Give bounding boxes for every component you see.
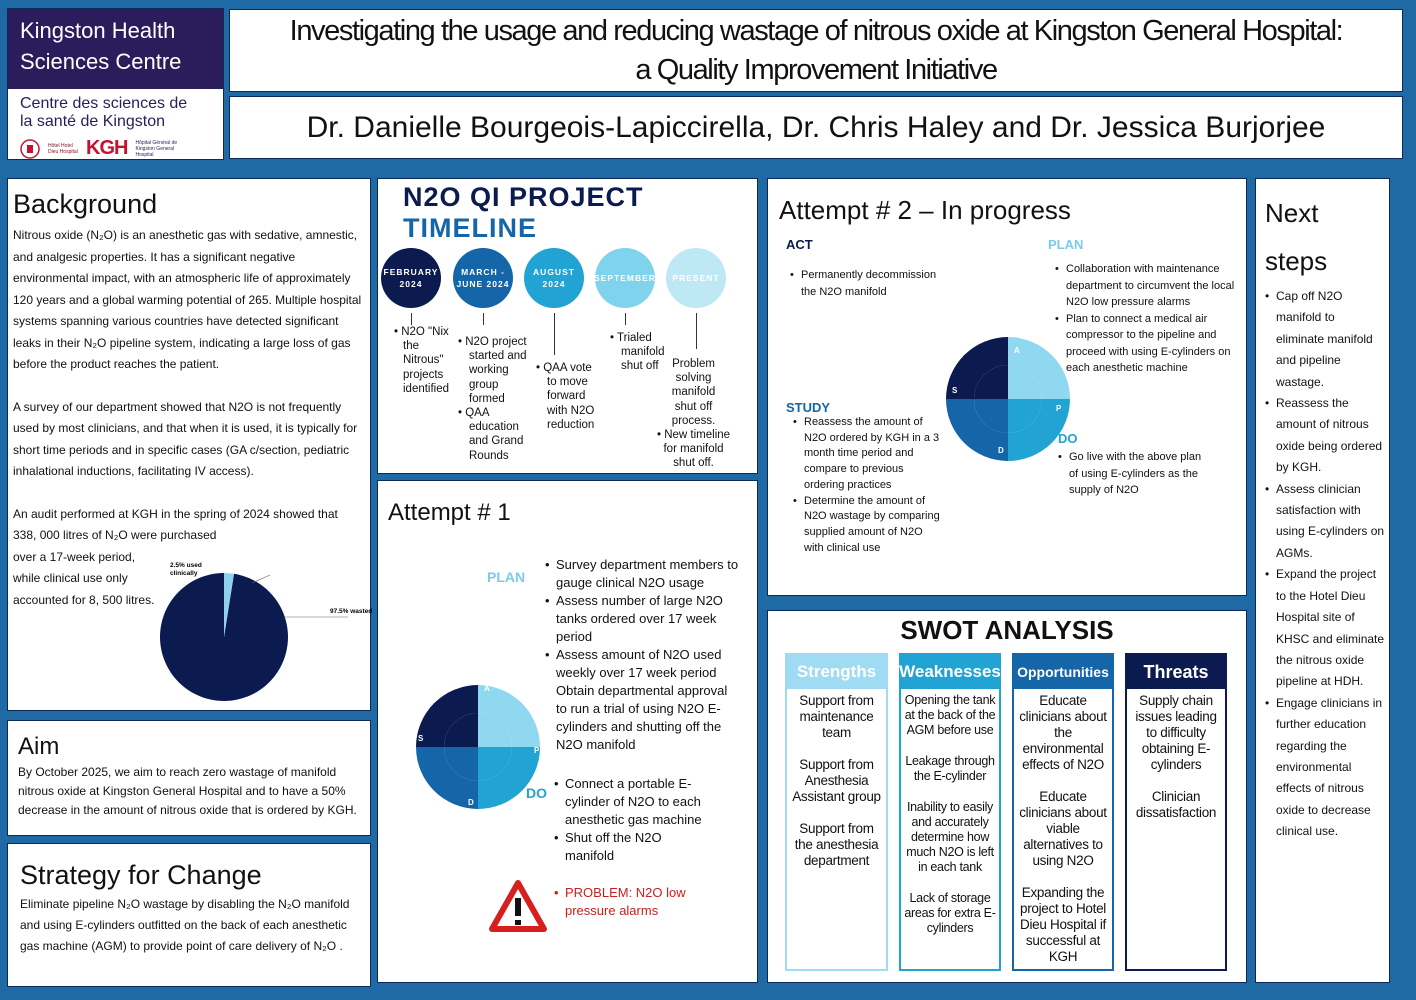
attempt-2-study-item: • Determine the amount of N2O wastage by comparing supplied amount of N2O with clinical use <box>793 494 943 557</box>
strategy-panel <box>7 843 371 987</box>
attempt-1-plan-item: • Survey department members to gauge clinical N2O usage <box>545 556 740 592</box>
attempt-2-plan-item: • Plan to connect a medical air compressor to the pipeline and proceed with using E-cylinders on each anesthetic machine <box>1055 311 1235 377</box>
attempt-1-problem: • PROBLEM: N2O low pressure alarms <box>554 884 724 920</box>
cycle-label-study: S <box>952 386 958 395</box>
next-steps-item: • Engage clinicians in further education regarding the environmental effects of nitrous oxide to decrease clinical use. <box>1265 693 1385 843</box>
timeline-milestone-circle: SEPTEMBER <box>595 248 655 308</box>
timeline-milestone-circle: PRESENT <box>666 248 726 308</box>
swot-weaknesses <box>899 653 1001 971</box>
pie-label-used-1: 2.5% used <box>170 562 202 569</box>
timeline-milestone-text: • N2O "Nix the Nitrous" projects identified <box>394 326 450 395</box>
swot-panel <box>767 610 1247 983</box>
attempt-2-heading: Attempt # 2 – In progress <box>779 195 1071 225</box>
background-para-2: A survey of our department showed that N2O is not frequently used by most clinicians, and that when it is used, it is typically for short time periods and in specific cases (GA c/section, pediatric inhalational inductions, facilitating IV access). <box>13 399 358 478</box>
pie-leader-line-used <box>252 575 270 583</box>
attempt-2-pdsa-cycle <box>938 329 1078 469</box>
attempt-1-heading: Attempt # 1 <box>388 499 511 526</box>
swot-strengths-item: Support from the anesthesia department <box>794 821 879 868</box>
swot-strengths-title: Strengths <box>787 655 886 689</box>
warning-icon <box>488 879 548 933</box>
background-para-3d: while clinical use only <box>13 571 128 585</box>
swot-weaknesses-item: Inability to easily and accurately determine how much N2O is left in each tank <box>906 800 994 874</box>
hdh-mark-text: Hôtel Hotel Dieu Hospital <box>48 142 78 155</box>
attempt-2-do-label: DO <box>1058 431 1078 446</box>
cycle-label-act: A <box>484 684 490 693</box>
swot-weaknesses-item: Opening the tank at the back of the AGM before use <box>904 693 996 737</box>
cycle-label-plan: P <box>1056 404 1062 413</box>
poster-title <box>229 9 1403 92</box>
swot-threats-item: Supply chain issues leading to difficulty obtaining E-cylinders <box>1135 693 1217 772</box>
wastage-pie-chart <box>160 555 376 705</box>
strategy-heading: Strategy for Change <box>20 860 262 890</box>
title-line-1: Investigating the usage and reducing wastage of nitrous oxide at Kingston General Hospital: <box>289 14 1343 47</box>
swot-opportunities-item: Educate clinicians about the environmental effects of N2O <box>1019 693 1107 772</box>
logo-hospital-marks <box>8 131 223 166</box>
aim-panel <box>7 720 371 836</box>
next-steps-item: • Assess clinician satisfaction with using E-cylinders on AGMs. <box>1265 479 1385 565</box>
timeline-milestone-text: Problem solving manifold shut off process. • New timeline for manifold shut off. <box>657 358 731 470</box>
attempt-1-plan-item: • Assess amount of N2O used weekly over 17 week period Obtain departmental approval to run a trial of using N2O E-cylinders and shutting off the N2O manifold <box>545 646 740 754</box>
attempt-2-study-label: STUDY <box>786 400 831 415</box>
next-steps-item: • Reassess the amount of nitrous oxide being ordered by KGH. <box>1265 393 1385 479</box>
attempt-2-panel <box>767 178 1247 596</box>
swot-opportunities-item: Expanding the project to Hotel Dieu Hospital if successful at KGH <box>1020 885 1106 964</box>
attempt-1-do-item: • Shut off the N2O manifold <box>554 829 714 865</box>
background-para-1: Nitrous oxide (N₂O) is an anesthetic gas with sedative, amnestic, and analgesic properties. It has a significant negative environmental impact, with an atmospheric life of approximately 120 years and a global warming potential of 265. Multiple hospital systems spanning various countries have detected significant leaks in their N₂O pipeline system, indicating a large loss of gas before the product reaches the patient. <box>13 228 362 371</box>
attempt-1-do-item: • Connect a portable E-cylinder of N2O to each anesthetic gas machine <box>554 775 714 829</box>
next-steps-heading-2: steps <box>1265 246 1328 276</box>
aim-text: By October 2025, we aim to reach zero wastage of manifold nitrous oxide at Kingston General Hospital and to have a 50% decrease in the amount of nitrous oxide that is ordered by KGH. <box>18 765 357 817</box>
swot-weaknesses-title: Weaknesses <box>901 655 999 689</box>
next-steps-list <box>1265 286 1385 843</box>
attempt-1-do-list <box>554 775 714 865</box>
authors: Dr. Danielle Bourgeois-Lapiccirella, Dr. Chris Haley and Dr. Jessica Burjorjee <box>229 96 1403 159</box>
swot-threats-item: Clinician dissatisfaction <box>1135 789 1217 820</box>
timeline-title-2: TIMELINE <box>403 213 537 243</box>
attempt-2-study-item: • Reassess the amount of N2O ordered by KGH in a 3 month time period and compare to previous ordering practices <box>793 415 943 494</box>
attempt-1-plan-list <box>545 556 740 754</box>
attempt-2-do-list <box>1058 449 1208 499</box>
kgh-mark-text: Hôpital Général de Kingston General Hospital <box>135 139 178 158</box>
kgh-mark: KGH <box>86 137 128 159</box>
swot-weaknesses-item: Lack of storage areas for extra E-cylinders <box>904 891 996 935</box>
background-para-3a: An audit performed at KGH in the spring of 2024 showed that <box>13 506 338 521</box>
cycle-label-study: S <box>418 734 424 743</box>
swot-opportunities-title: Opportunities <box>1014 655 1112 689</box>
background-para-3b: 338, 000 litres of N₂O were purchased <box>13 528 217 542</box>
next-steps-item: • Cap off N2O manifold to eliminate manifold and pipeline wastage. <box>1265 286 1385 393</box>
swot-strengths-item: Support from maintenance team <box>799 693 874 740</box>
timeline-milestone-circle: FEBRUARY 2024 <box>381 248 441 308</box>
timeline-connector <box>696 313 697 349</box>
cycle-label-plan: P <box>534 746 540 755</box>
background-panel <box>7 178 371 711</box>
swot-opportunities <box>1012 653 1114 971</box>
attempt-2-plan-item: • Collaboration with maintenance department to circumvent the local N2O low pressure alarms <box>1055 261 1235 311</box>
swot-opportunities-item: Educate clinicians about viable alternatives to using N2O <box>1019 789 1107 868</box>
attempt-1-do-label: DO <box>526 785 547 801</box>
attempt-2-study-list <box>793 415 943 556</box>
swot-strengths <box>785 653 888 971</box>
khsc-logo <box>7 8 224 160</box>
background-heading: Background <box>13 189 158 219</box>
attempt-2-plan-list <box>1055 261 1235 377</box>
timeline-connector <box>411 313 412 325</box>
pie-label-wasted: 97.5% wasted <box>330 608 373 615</box>
pie-label-used-2: clinically <box>170 570 198 577</box>
swot-heading: SWOT ANALYSIS <box>900 615 1114 645</box>
timeline-milestone-text: • QAA vote to move forward with N2O reduction <box>536 362 595 431</box>
next-steps-panel <box>1255 178 1390 983</box>
attempt-2-act-label: ACT <box>786 237 813 252</box>
aim-heading: Aim <box>18 733 60 760</box>
timeline-connector <box>554 313 555 355</box>
attempt-2-act-item: • Permanently decommission the N2O manifold <box>790 267 940 300</box>
title-line-2: a Quality Improvement Initiative <box>635 53 997 86</box>
swot-threats-title: Threats <box>1127 655 1225 689</box>
attempt-2-do-item: • Go live with the above plan of using E-cylinders as the supply of N2O <box>1058 449 1208 499</box>
cycle-label-do: D <box>468 798 474 807</box>
next-steps-item: • Expand the project to the Hotel Dieu Hospital site of KHSC and eliminate the nitrous oxide pipeline at HDH. <box>1265 564 1385 692</box>
timeline-panel <box>377 178 758 474</box>
hdh-crest-icon <box>20 139 40 159</box>
attempt-2-act-list <box>790 267 940 300</box>
swot-strengths-item: Support from Anesthesia Assistant group <box>792 757 881 804</box>
attempt-1-plan-item: • Assess number of large N2O tanks ordered over 17 week period <box>545 592 740 646</box>
cycle-label-do: D <box>998 446 1004 455</box>
next-steps-heading-1: Next <box>1265 198 1319 228</box>
logo-org-name: Kingston Health Sciences Centre <box>8 9 223 89</box>
timeline-milestone-circle: AUGUST 2024 <box>524 248 584 308</box>
background-para-3e: accounted for 8, 500 litres. <box>13 592 155 607</box>
strategy-text: Eliminate pipeline N₂O wastage by disabling the N₂O manifold and using E-cylinders outfitted on the back of each anesthetic gas machine (AGM) to provide point of care delivery of N₂O . <box>20 897 350 953</box>
timeline-title-1: N2O QI PROJECT <box>403 182 644 212</box>
swot-threats <box>1125 653 1227 971</box>
attempt-2-plan-label: PLAN <box>1048 237 1084 252</box>
cycle-label-act: A <box>1014 346 1020 355</box>
logo-org-name-fr: Centre des sciences de la santé de Kingston <box>20 95 188 130</box>
timeline-milestone-text: • N2O project started and working group formed • QAA education and Grand Rounds <box>458 336 527 462</box>
timeline-milestone-text: • Trialed manifold shut off <box>610 332 665 373</box>
timeline-milestone-circle: MARCH - JUNE 2024 <box>453 248 513 308</box>
attempt-1-plan-label: PLAN <box>487 569 526 585</box>
background-para-3c: over a 17-week period, <box>13 549 136 564</box>
timeline-connector <box>625 313 626 325</box>
swot-weaknesses-item: Leakage through the E-cylinder <box>905 754 995 783</box>
timeline-connector <box>483 313 484 325</box>
attempt-1-panel <box>377 480 758 983</box>
